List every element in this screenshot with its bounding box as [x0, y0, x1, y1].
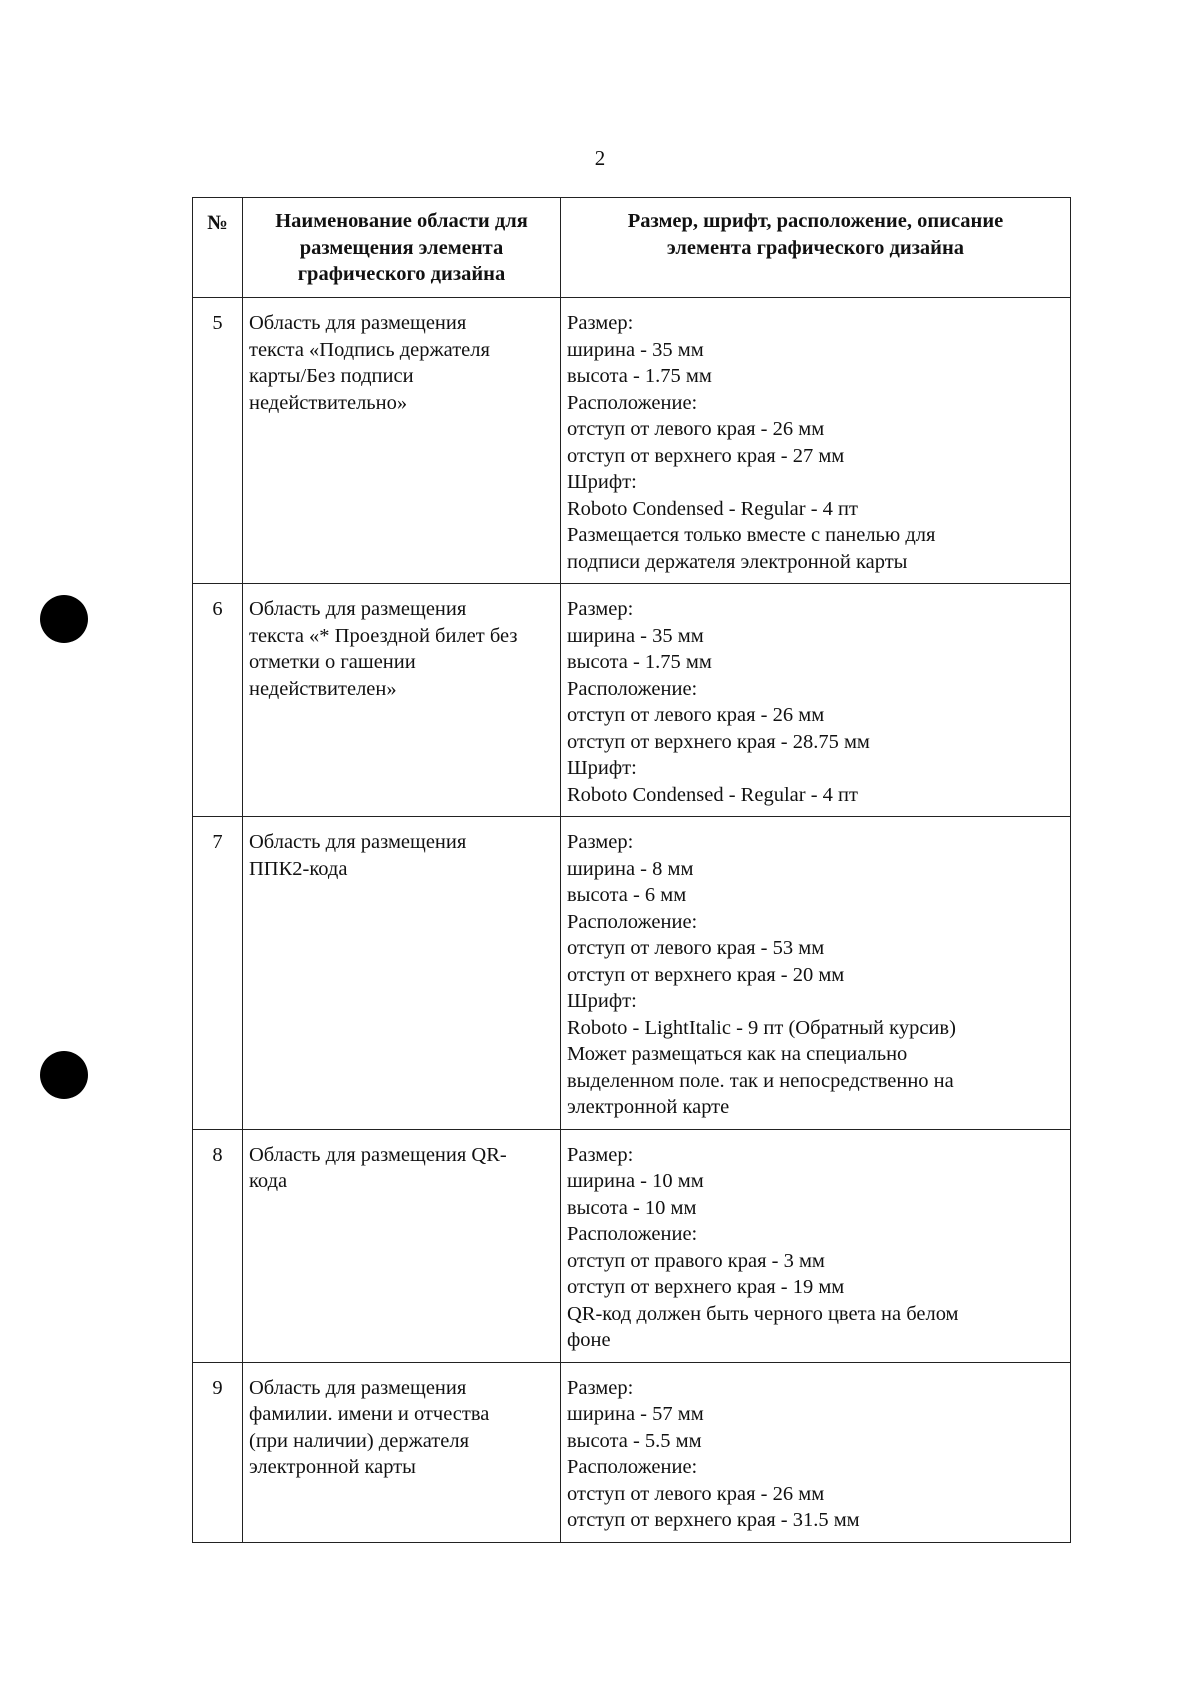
table-row — [193, 1362, 1071, 1542]
description-line: высота - 10 мм — [567, 1196, 697, 1219]
description-line: Roboto Condensed - Regular - 4 пт — [567, 497, 858, 520]
description-line: отступ от левого края - 26 мм — [567, 704, 825, 726]
punch-hole-mark — [40, 1051, 88, 1099]
header-area-name — [243, 198, 561, 298]
description-line: Расположение: — [567, 1223, 698, 1245]
area-name-line: недействительно» — [249, 391, 408, 414]
description-cell — [561, 817, 1071, 1130]
area-name-line: отметки о гашении — [249, 651, 416, 673]
description-line: высота - 6 мм — [567, 884, 687, 906]
description-line: Расположение: — [567, 677, 698, 700]
description-line: Roboto Condensed - Regular - 4 пт — [567, 783, 858, 806]
description-line: отступ от правого края - 3 мм — [567, 1249, 825, 1272]
description-line: Размер: — [567, 831, 634, 853]
row-number: 8 — [193, 1129, 243, 1362]
description-line: высота - 1.75 мм — [567, 365, 712, 387]
row-number: 7 — [193, 817, 243, 1130]
description-cell — [561, 1362, 1071, 1542]
row-number: 9 — [193, 1362, 243, 1542]
description-line: отступ от верхнего края - 28.75 мм — [567, 730, 870, 753]
area-name-line: Область для размещения — [249, 598, 467, 620]
description-line: QR-код должен быть черного цвета на белом — [567, 1302, 959, 1325]
description-line: электронной карте — [567, 1096, 730, 1118]
header-number: № — [193, 198, 243, 298]
row-number: 5 — [193, 298, 243, 584]
area-name-line: Область для размещения — [249, 1376, 467, 1399]
description-line: ширина - 35 мм — [567, 624, 704, 647]
design-elements-table — [192, 197, 1071, 1543]
description-line: высота - 5.5 мм — [567, 1429, 702, 1452]
description-line: отступ от верхнего края - 19 мм — [567, 1276, 845, 1298]
row-number: 6 — [193, 584, 243, 817]
description-line: Размер: — [567, 1143, 634, 1166]
area-name-line: карты/Без подписи — [249, 365, 414, 387]
description-line: Размер: — [567, 312, 634, 334]
area-name-cell — [243, 1129, 561, 1362]
area-name-line: кода — [249, 1170, 288, 1192]
punch-hole-mark — [40, 595, 88, 643]
header-description — [561, 198, 1071, 298]
description-cell — [561, 584, 1071, 817]
description-cell — [561, 1129, 1071, 1362]
description-line: Размер: — [567, 598, 634, 620]
description-line: Шрифт: — [567, 471, 637, 493]
table-body — [193, 298, 1071, 1543]
description-line: отступ от левого края - 26 мм — [567, 418, 825, 440]
area-name-cell — [243, 1362, 561, 1542]
area-name-line: электронной карты — [249, 1456, 416, 1478]
area-name-line: текста «Подпись держателя — [249, 338, 490, 361]
table-row — [193, 817, 1071, 1130]
area-name-line: Область для размещения QR- — [249, 1143, 507, 1166]
description-cell — [561, 298, 1071, 584]
area-name-line: Область для размещения — [249, 831, 467, 853]
description-line: ширина - 8 мм — [567, 857, 694, 880]
description-line: ширина - 10 мм — [567, 1170, 704, 1192]
page-number: 2 — [594, 146, 606, 170]
area-name-line: Область для размещения — [249, 312, 467, 334]
header-line: размещения элемента — [299, 236, 504, 259]
area-name-cell — [243, 584, 561, 817]
header-line: графического дизайна — [297, 263, 506, 285]
description-line: фоне — [567, 1329, 611, 1351]
header-line: Наименование области для — [275, 210, 528, 232]
area-name-line: недействителен» — [249, 677, 397, 700]
header-line: элемента графического дизайна — [666, 236, 965, 259]
area-name-cell — [243, 817, 561, 1130]
description-line: Размещается только вместе с панелью для — [567, 524, 936, 546]
description-line: Шрифт: — [567, 757, 637, 779]
description-line: подписи держателя электронной карты — [567, 550, 908, 573]
table-row — [193, 584, 1071, 817]
area-name-line: текста «* Проездной билет без — [249, 624, 518, 647]
description-line: Может размещаться как на специально — [567, 1043, 908, 1065]
description-line: отступ от левого края - 53 мм — [567, 937, 825, 959]
table-row — [193, 1129, 1071, 1362]
description-line: Roboto - LightItalic - 9 пт (Обратный курсив) — [567, 1016, 956, 1039]
description-line: высота - 1.75 мм — [567, 651, 712, 673]
description-line: Расположение: — [567, 1456, 698, 1478]
description-line: ширина - 35 мм — [567, 338, 704, 361]
description-line: Размер: — [567, 1376, 634, 1399]
area-name-cell — [243, 298, 561, 584]
description-line: Расположение: — [567, 910, 698, 933]
area-name-line: (при наличии) держателя — [249, 1429, 470, 1452]
description-line: Шрифт: — [567, 990, 637, 1012]
table-header-row — [193, 198, 1071, 298]
description-line: отступ от левого края - 26 мм — [567, 1482, 825, 1505]
description-line: выделенном поле. так и непосредственно на — [567, 1069, 954, 1092]
description-line: Расположение: — [567, 391, 698, 414]
description-line: ширина - 57 мм — [567, 1403, 704, 1425]
description-line: отступ от верхнего края - 20 мм — [567, 963, 845, 986]
area-name-line: фамилии. имени и отчества — [249, 1403, 490, 1425]
description-line: отступ от верхнего края - 31.5 мм — [567, 1509, 860, 1531]
description-line: отступ от верхнего края - 27 мм — [567, 444, 845, 467]
table-row — [193, 298, 1071, 584]
header-line: Размер, шрифт, расположение, описание — [627, 210, 1004, 232]
area-name-line: ППК2-кода — [249, 857, 348, 880]
